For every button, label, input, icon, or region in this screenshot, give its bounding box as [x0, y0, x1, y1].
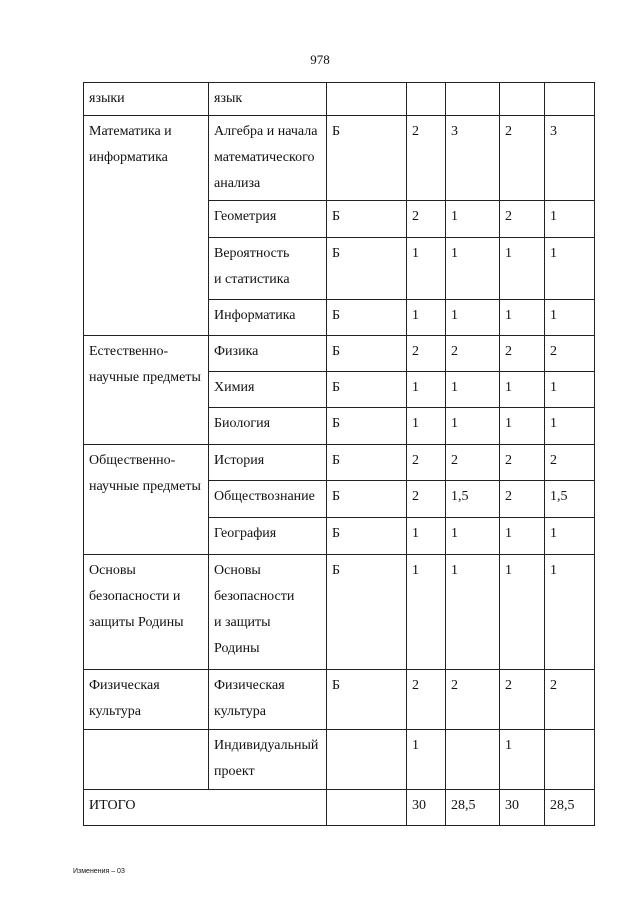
hours-cell: 1 — [446, 300, 500, 336]
subject-cell-line: Индивидуальный — [214, 738, 319, 753]
level-cell: Б — [327, 336, 407, 372]
subject-cell — [209, 730, 327, 790]
subject-cell — [209, 670, 327, 730]
subject-cell-line: проект — [214, 764, 255, 779]
hours-cell: 2 — [500, 445, 545, 481]
hours-cell: 1 — [500, 518, 545, 555]
subject-cell-line: культура — [214, 704, 266, 719]
table-row — [84, 116, 595, 201]
subject-cell-line: Основы — [214, 563, 261, 578]
hours-cell: 1 — [500, 300, 545, 336]
header-row — [84, 83, 595, 116]
curriculum-table-body — [84, 83, 595, 826]
hours-cell: 2 — [545, 445, 595, 481]
subject-cell — [209, 300, 327, 336]
hours-cell — [446, 730, 500, 790]
subject-cell-line: и статистика — [214, 272, 290, 287]
hours-cell: 2 — [500, 201, 545, 238]
subject-cell-line: математического — [214, 150, 315, 165]
area-cell-line: культура — [89, 704, 141, 719]
total-hours-cell: 30 — [407, 790, 446, 826]
hours-cell: 1,5 — [446, 481, 500, 518]
area-cell-line: Основы — [89, 563, 136, 578]
area-cell — [84, 336, 209, 445]
subject-cell-line: Обществознание — [214, 489, 315, 504]
area-cell-line: информатика — [89, 150, 168, 165]
area-cell-line: Физическая — [89, 678, 160, 693]
hours-cell: 1 — [446, 518, 500, 555]
total-hours-cell: 28,5 — [446, 790, 500, 826]
hours-cell: 2 — [407, 336, 446, 372]
hours-cell: 2 — [500, 481, 545, 518]
footer-note: Изменения – 03 — [73, 868, 125, 875]
hours-cell: 1 — [407, 555, 446, 670]
hours-cell: 1 — [407, 408, 446, 445]
subject-cell — [209, 336, 327, 372]
level-cell: Б — [327, 670, 407, 730]
area-cell — [84, 445, 209, 555]
hours-cell: 1,5 — [545, 481, 595, 518]
hours-cell: 1 — [500, 408, 545, 445]
level-cell: Б — [327, 555, 407, 670]
table-row — [84, 670, 595, 730]
hours-cell: 2 — [407, 116, 446, 201]
area-cell-line: Естественно- — [89, 344, 169, 359]
subject-cell-line: и защиты — [214, 615, 271, 630]
level-cell: Б — [327, 238, 407, 300]
level-cell: Б — [327, 116, 407, 201]
hours-cell: 1 — [545, 201, 595, 238]
subject-cell-line: безопасности — [214, 589, 295, 604]
hours-cell: 2 — [446, 445, 500, 481]
level-cell: Б — [327, 445, 407, 481]
hours-cell: 2 — [407, 670, 446, 730]
hours-cell: 1 — [446, 238, 500, 300]
header-cell-subject: язык — [209, 83, 327, 116]
header-cell-level — [327, 83, 407, 116]
hours-cell: 1 — [545, 555, 595, 670]
hours-cell: 3 — [545, 116, 595, 201]
subject-cell — [209, 555, 327, 670]
hours-cell: 2 — [500, 670, 545, 730]
subject-cell-line: Физика — [214, 344, 259, 359]
hours-cell — [545, 730, 595, 790]
hours-cell: 1 — [545, 408, 595, 445]
subject-cell — [209, 238, 327, 300]
hours-cell: 2 — [446, 336, 500, 372]
area-cell-line: научные предметы — [89, 479, 201, 494]
area-cell-line: защиты Родины — [89, 615, 184, 630]
table-row — [84, 555, 595, 670]
area-cell-line: Общественно- — [89, 453, 176, 468]
subject-cell — [209, 445, 327, 481]
header-cell-hours-3 — [500, 83, 545, 116]
page-number: 978 — [310, 52, 330, 67]
area-cell — [84, 116, 209, 336]
subject-cell-line: История — [214, 453, 265, 468]
total-level-cell — [327, 790, 407, 826]
subject-cell-line: Физическая — [214, 678, 285, 693]
hours-cell: 1 — [407, 730, 446, 790]
subject-cell — [209, 518, 327, 555]
hours-cell: 1 — [500, 238, 545, 300]
hours-cell: 1 — [446, 201, 500, 238]
hours-cell: 2 — [407, 481, 446, 518]
header-cell-hours-4 — [545, 83, 595, 116]
area-cell — [84, 555, 209, 670]
level-cell: Б — [327, 300, 407, 336]
hours-cell: 3 — [446, 116, 500, 201]
level-cell: Б — [327, 372, 407, 408]
subject-cell-line: Вероятность — [214, 246, 290, 261]
subject-cell — [209, 116, 327, 201]
table-row — [84, 445, 595, 481]
level-cell: Б — [327, 518, 407, 555]
subject-cell-line: анализа — [214, 176, 261, 191]
hours-cell: 2 — [545, 670, 595, 730]
subject-cell-line: Информатика — [214, 308, 296, 323]
area-cell-line: безопасности и — [89, 589, 181, 604]
header-cell-hours-2 — [446, 83, 500, 116]
hours-cell: 1 — [407, 518, 446, 555]
total-label: ИТОГО — [84, 790, 327, 826]
subject-cell-line: География — [214, 526, 277, 541]
area-cell — [84, 730, 209, 790]
hours-cell: 1 — [500, 730, 545, 790]
hours-cell: 1 — [500, 372, 545, 408]
hours-cell: 1 — [407, 238, 446, 300]
hours-cell: 1 — [446, 555, 500, 670]
hours-cell: 2 — [407, 445, 446, 481]
hours-cell: 1 — [446, 372, 500, 408]
total-hours-cell: 28,5 — [545, 790, 595, 826]
area-cell-line: Математика и — [89, 124, 172, 139]
table-row — [84, 730, 595, 790]
hours-cell: 1 — [500, 555, 545, 670]
subject-cell — [209, 481, 327, 518]
hours-cell: 1 — [545, 238, 595, 300]
total-row — [84, 790, 595, 826]
table-row — [84, 336, 595, 372]
hours-cell: 1 — [545, 300, 595, 336]
hours-cell: 1 — [446, 408, 500, 445]
total-hours-cell: 30 — [500, 790, 545, 826]
subject-cell — [209, 201, 327, 238]
header-cell-hours-1 — [407, 83, 446, 116]
area-cell — [84, 670, 209, 730]
hours-cell: 1 — [545, 518, 595, 555]
header-cell-area: языки — [84, 83, 209, 116]
hours-cell: 2 — [500, 336, 545, 372]
hours-cell: 2 — [407, 201, 446, 238]
area-cell-line: научные предметы — [89, 370, 201, 385]
level-cell: Б — [327, 201, 407, 238]
hours-cell: 2 — [500, 116, 545, 201]
hours-cell: 2 — [446, 670, 500, 730]
curriculum-table — [83, 82, 595, 826]
subject-cell-line: Алгебра и начала — [214, 124, 318, 139]
subject-cell — [209, 408, 327, 445]
subject-cell-line: Химия — [214, 380, 255, 395]
hours-cell: 1 — [407, 300, 446, 336]
level-cell — [327, 730, 407, 790]
hours-cell: 2 — [545, 336, 595, 372]
subject-cell-line: Биология — [214, 416, 271, 431]
subject-cell-line: Геометрия — [214, 209, 277, 224]
subject-cell — [209, 372, 327, 408]
hours-cell: 1 — [407, 372, 446, 408]
hours-cell: 1 — [545, 372, 595, 408]
level-cell: Б — [327, 408, 407, 445]
level-cell: Б — [327, 481, 407, 518]
subject-cell-line: Родины — [214, 641, 260, 656]
